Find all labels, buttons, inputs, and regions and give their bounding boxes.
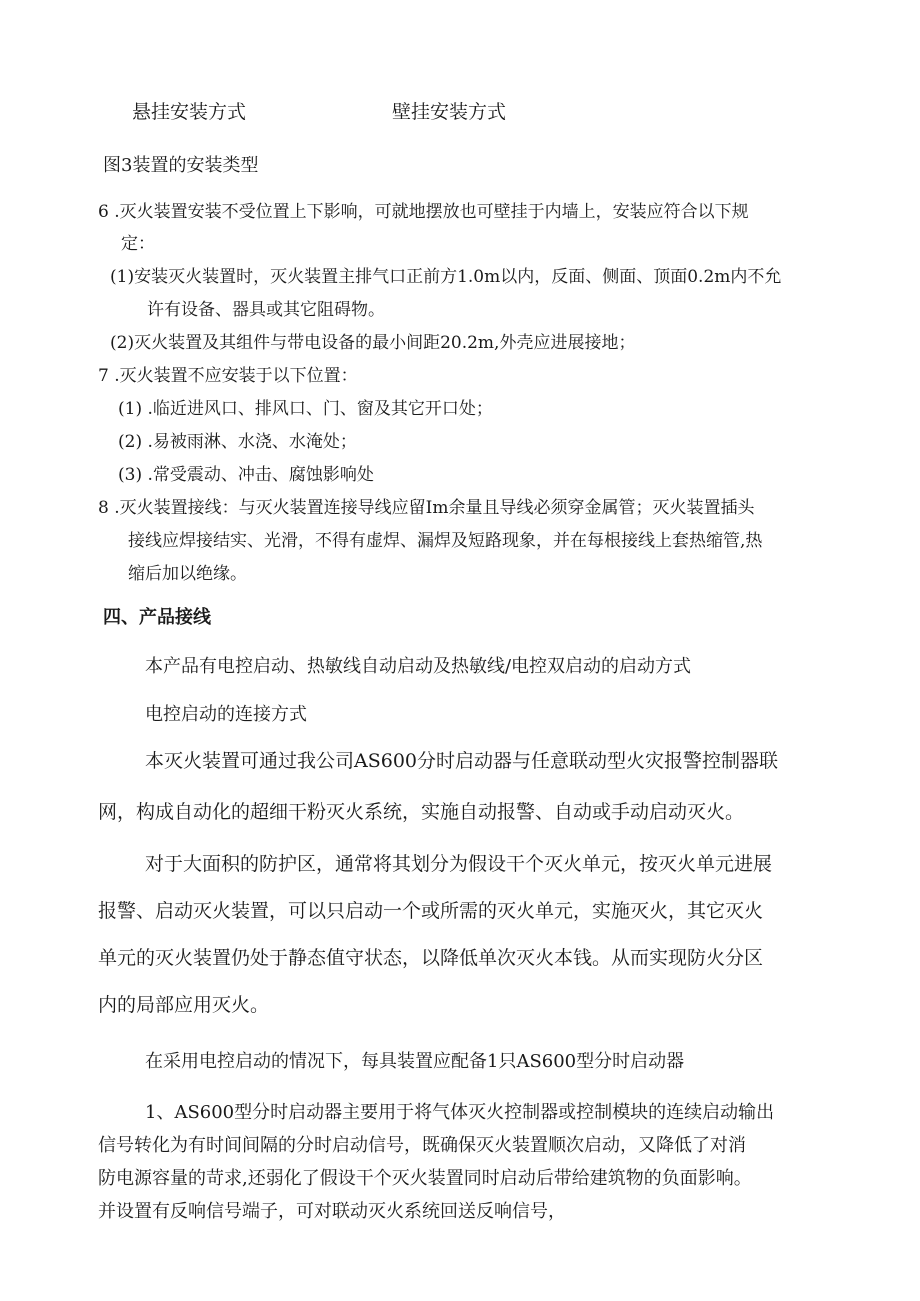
item-6-sub1-line2: 许有设备、器具或其它阻碍物。: [147, 300, 385, 320]
item-7-sub2: (2) .易被雨淋、水浇、水淹处；: [118, 432, 357, 452]
caption-wall: 壁挂安装方式: [392, 101, 507, 123]
item-6-line1: 6 .灭火装置安装不受位置上下影响，可就地摆放也可壁挂于内墙上，安装应符合以下规: [98, 202, 749, 222]
caption-hanging: 悬挂安装方式: [132, 101, 247, 123]
section-4-heading: 四、产品接线: [103, 607, 211, 628]
paragraph-area-line3: 单元的灭火装置仍处于静态值守状态，以降低单次灭火本钱。从而实现防火分区: [98, 947, 764, 969]
paragraph-area-line1: 对于大面积的防护区，通常将其划分为假设干个灭火单元，按灭火单元进展: [145, 853, 773, 875]
paragraph-as600-line2: 信号转化为有时间间隔的分时启动信号，既确保灭火装置顺次启动，又降低了对消: [98, 1135, 746, 1156]
paragraph-area-line4: 内的局部应用灭火。: [98, 994, 270, 1016]
item-6-line2: 定：: [121, 234, 155, 254]
paragraph-area-line2: 报警、启动灭火装置，可以只启动一个或所需的灭火单元，实施灭火，其它灭火: [98, 900, 764, 922]
paragraph-connection-heading: 电控启动的连接方式: [145, 704, 307, 725]
paragraph-as600-line3: 防电源容量的苛求,还弱化了假设干个灭火装置同时启动后带给建筑物的负面影响。: [98, 1168, 752, 1189]
item-7-line1: 7 .灭火装置不应安装于以下位置：: [98, 366, 358, 386]
item-7-sub1: (1) .临近进风口、排风口、门、窗及其它开口处；: [118, 399, 493, 419]
paragraph-network-line1: 本灭火装置可通过我公司AS600分时启动器与任意联动型火灾报警控制器联: [145, 750, 779, 772]
item-8-line2: 接线应焊接结实、光滑，不得有虚焊、漏焊及短路现象，并在每根接线上套热缩管,热: [128, 531, 763, 551]
item-6-sub2: (2)灭火装置及其组件与带电设备的最小间距20.2m,外壳应进展接地；: [110, 333, 636, 353]
figure-caption: 图3装置的安装类型: [103, 155, 259, 176]
paragraph-as600-line4: 并设置有反响信号端子，可对联动灭火系统回送反响信号，: [98, 1201, 566, 1222]
item-8-line1: 8 .灭火装置接线：与灭火装置连接导线应留Im余量且导线必须穿金属管；灭火装置插头: [98, 498, 755, 518]
item-7-sub3: (3) .常受震动、冲击、腐蚀影响处: [118, 465, 374, 485]
paragraph-as600-line1: 1、AS600型分时启动器主要用于将气体灭火控制器或控制模块的连续启动输出: [145, 1102, 775, 1123]
item-6-sub1-line1: (1)安装灭火装置时，灭火装置主排气口正前方1.0m以内，反面、侧面、顶面0.2m内不允: [110, 267, 782, 287]
paragraph-network-line2: 网，构成自动化的超细干粉灭火系统，实施自动报警、自动或手动启动灭火。: [98, 801, 745, 823]
item-8-line3: 缩后加以绝缘。: [128, 564, 247, 584]
paragraph-timer-requirement: 在采用电控启动的情况下，每具装置应配备1只AS600型分时启动器: [145, 1051, 685, 1072]
paragraph-start-modes: 本产品有电控启动、热敏线自动启动及热敏线/电控双启动的启动方式: [145, 656, 692, 677]
